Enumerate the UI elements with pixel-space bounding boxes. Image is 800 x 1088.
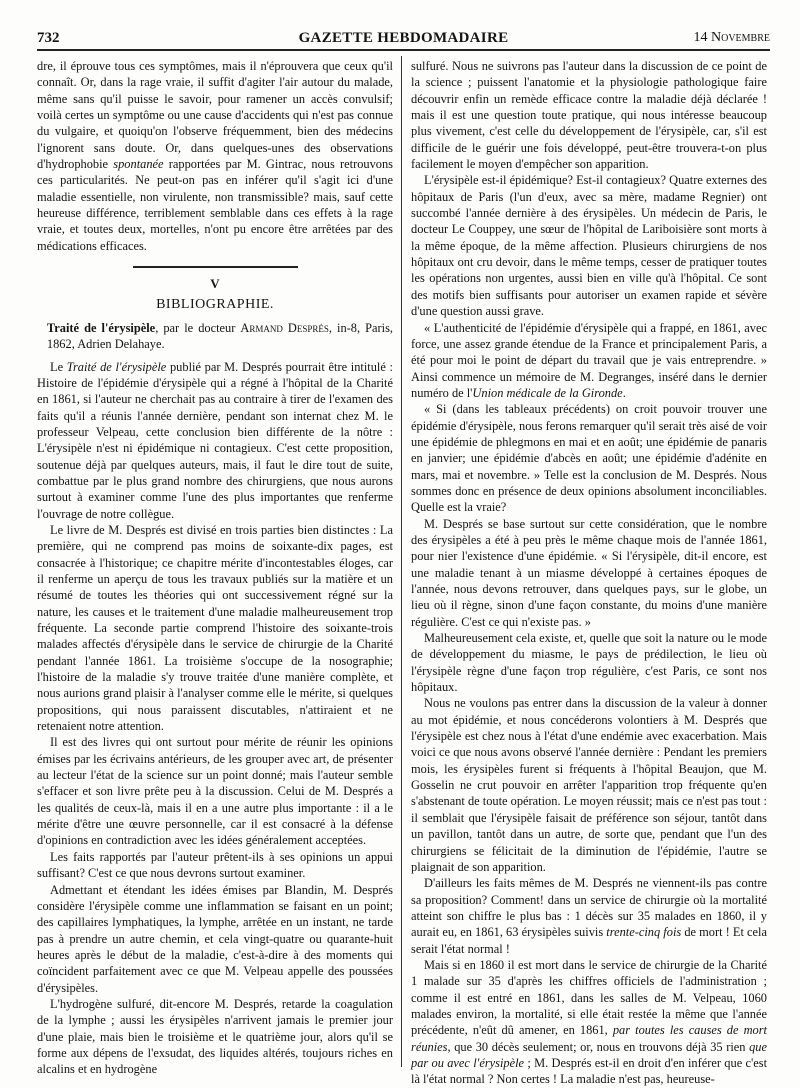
section-title: BIBLIOGRAPHIE.	[156, 297, 274, 313]
section-numeral: V	[210, 276, 220, 292]
journal-title: GAZETTE HEBDOMADAIRE	[298, 30, 509, 46]
issue-date: 14 Novembre	[693, 30, 770, 45]
paragraph: Nous ne voulons pas entrer dans la discussion de la valeur à donner au mot épidémie, et nous concéderons volontiers à M. Després que l'érysipèle est chez nous à l'état d'une endémie avec exacerbation. Mais voici ce que nous avons observé l'année dernière : Pendant les premiers mois, les érysipèles furent si fréquents à l'hôpital Beaujon, que M. Gosselin ne crut pouvoir en arrêter l'apparition trop fréquente qu'en s'abstenant de toute opération. Le moyen réussit; mais ce n'est pas tout : il semblait que l'érysipèle faisait de préférence son séjour, tantôt dans un pavillon, tantôt dans un autre, de sorte que, pendant que l'un des chirurgiens se félicitait de la diminution de l'épidémie, l'autre se plaignait de son apparition.	[411, 696, 767, 874]
paragraph: « L'authenticité de l'épidémie d'érysipèle qui a frappé, en 1861, avec force, une assez grande étendue de la France et principalement Paris, a été pour moi le point de départ du travail que je vais entreprendre. » Ainsi commence un mémoire de M. Degranges, inséré dans le dernier numéro de l'Union médicale de la Gironde.	[411, 320, 767, 400]
paragraph: D'ailleurs les faits mêmes de M. Després ne viennent-ils pas contre sa proposition? Comment! dans un service de chirurgie où la mortalité atteint son chiffre le plus bas : 1 décès sur 35 malades en 1860, il y aurait eu, en 1861, 63 érysipèles suivis trente-cinq fois de mort ! Et cela serait l'état normal !	[411, 876, 767, 956]
paragraph: dre, il éprouve tous ces symptômes, mais il n'éprouvera que ceux qu'il connaît. Or, dans la rage vraie, il suffit d'agiter l'air autour du malade, même sans qu'il puisse le savoir, pour ramener un accès convulsif; voilà certes un symptôme ou une cause d'accidents qui n'est pas connue du vulgaire, et quoiqu'on l'observe fréquemment, bien des médecins l'ignorent sans doute. Or, dans quelques-unes des observations d'hydrophobie spontanée rapportées par M. Gintrac, nous retrouvons ces particularités. Ne peut-on pas en inférer qu'il s'agit ici d'une maladie essentielle, non virulente, non transmissible? mais, sauf cette heureuse différence, terriblement semblable dans ces effets à la rage vraie, et toutes deux, mortelles, n'ont pu encore être arrêtées par des médications efficaces.	[37, 59, 394, 253]
paragraph: Malheureusement cela existe, et, quelle que soit la nature ou le mode de développement du miasme, le pays de prédilection, le lieu où l'érysipèle règne d'une façon trop régulière, c'est Paris, ce sont nos hôpitaux.	[411, 631, 767, 695]
paragraph: Mais si en 1860 il est mort dans le service de chirurgie de la Charité 1 malade sur 35 d'après les chiffres officiels de l'administration ; comme il est entré en 1861, dans les salles de M. Velpeau, 1060 malades environ, la mortalité, si elle était restée la même que l'année précédente, n'eût dû amener, en 1861, par toutes les causes de mort réunies, que 30 décès seulement; or, nous en trouvons déjà 35 rien que par ou avec l'érysipèle ; M. Després est-il en droit d'en inférer que c'est là l'état normal ? Non certes ! La maladie n'est pas, heureuse-	[411, 957, 768, 1087]
page-number: 732	[37, 30, 60, 46]
paragraph: Admettant et étendant les idées émises par Blandin, M. Després considère l'érysipèle comme une inflammation se faisant en un point; des capillaires lymphatiques, la lymphe, arrêtée en un instant, ne tarde pas à prendre un autre chemin, et cela vingt-quatre ou quarante-huit heures après le début de la maladie, c'est-à-dire à des moments qui coïncident parfaitement avec ce que M. Velpeau appelle des poussées d'érysipèles.	[37, 882, 393, 995]
right-column	[411, 58, 767, 1088]
column-divider	[401, 56, 402, 1067]
paragraph: « Si (dans les tableaux précédents) on croit pouvoir trouver une épidémie d'érysipèle, nous ferons remarquer qu'il serait très aisé de voir une épidémie de phlegmons en mai et en août; une épidémie de panaris en janvier; une épidémie d'abcès en août; une épidémie d'adénite en mars, mai et novembre. » Telle est la conclusion de M. Després. Nous sommes donc en présence de deux opinions absolument inconciliables. Quelle est la vraie?	[411, 402, 767, 515]
paragraph: Le livre de M. Després est divisé en trois parties bien distinctes : La première, qui ne comprend pas moins de soixante-dix pages, est consacrée à l'historique; ce chapitre mérite d'incontestables éloges, car il renferme un aperçu de tous les travaux publiés sur la matière et un résumé de toutes les théories qui ont successivement régné sur la nature, les causes et le traitement d'une maladie malheureusement trop fréquente. La seconde partie comprend l'histoire des soixante-trois malades affectés d'érysipèle dans le service de chirurgie de la Charité pendant l'année 1861. La troisième s'occupe de la nosographie; l'histoire de la maladie s'y trouve traitée d'une manière complète, et nous aurions grand plaisir à l'analyser comme elle le mérite, si quelques propositions, qui nous paraissent discutables, n'attiraient et ne retenaient notre attention.	[37, 522, 393, 734]
paragraph: sulfuré. Nous ne suivrons pas l'auteur dans la discussion de ce point de la science ; puissent l'anatomie et la physiologie pathologique faire découvrir enfin un remède efficace contre la maladie déjà déclarée ! mais il est une question toute pratique, qui nous intéresse beaucoup plus vivement, c'est celle du développement de l'érysipèle, car, s'il est difficile de le guérir une fois développé, peut-être trouvera-t-on plus facilement le moyen d'empêcher son apparition.	[411, 59, 767, 172]
paragraph: L'érysipèle est-il épidémique? Est-il contagieux? Quatre externes des hôpitaux de Paris (l'un d'eux, avec sa mère, madame Regnier) ont succombé l'année dernière à des érysipèles. Un médecin de Paris, le docteur Le Couppey, une sœur de l'hôpital de Lariboisière sont morts à la même époque, de la même affection. Plusieurs chirurgiens de nos hôpitaux ont cru devoir, dans le même temps, cesser de pratiquer toutes les opérations non urgentes, aussi bien en ville qu'à l'hôpital. Ce sont des motifs bien suffisants pour autoriser un examen rapide et sévère d'une question aussi grave.	[411, 173, 767, 319]
section-separator	[133, 266, 298, 268]
paragraph: Le Traité de l'érysipèle publié par M. Després pourrait être intitulé : Histoire de l'épidémie d'érysipèle qui a régné à l'hôpital de la Charité en 1861, si l'auteur ne cherchait pas au contraire à tirer de l'examen des faits qu'il a réunis l'année dernière, pendant son internat chez M. le professeur Velpeau, cette conclusion bien différente de la nôtre : L'érysipèle n'est ni épidémique ni contagieux. C'est cette proposition, soutenue déjà par quelques auteurs, mais, il faut le dire tout de suite, combattue par le plus grand nombre des chirurgiens, que nous aurons surtout à examiner comme l'une des plus importantes que renferme l'ouvrage de notre collègue.	[37, 359, 393, 521]
left-column	[37, 58, 393, 1078]
header-rule	[37, 49, 770, 51]
paragraph: M. Després se base surtout sur cette considération, que le nombre des érysipèles a été à peu près le même chaque mois de l'année 1861, pour nier l'existence d'une épidémie. « Si l'érysipèle, dit-il encore, est une maladie tenant à un miasme développé à certaines époques de l'année, nous devons retrouver, dans quelques pays, sur le globe, un lieu où il règne, sinon d'une façon constante, du moins d'une manière régulière. C'est ce qui n'existe pas. »	[411, 516, 767, 629]
paragraph: Il est des livres qui ont surtout pour mérite de réunir les opinions émises par les écrivains antérieurs, de les grouper avec art, de présenter au lecteur l'état de la science sur un point donné; mais l'auteur semble s'effacer et son livre prête peu à la discussion. Celui de M. Després a les qualités de ceux-là, mais il en a une autre plus importante : il a le mérite d'être une œuvre personnelle, car il est consacré à la défense d'opinions en contradiction avec les idées généralement acceptées.	[37, 735, 393, 848]
page-header	[37, 26, 770, 48]
paragraph: Les faits rapportés par l'auteur prêtent-ils à ses opinions un appui suffisant? C'est ce que nous devrons surtout examiner.	[37, 849, 393, 881]
bibliography-entry: Traité de l'érysipèle, par le docteur Armand Després, in-8, Paris, 1862, Adrien Delahaye.	[46, 320, 394, 352]
paragraph: L'hydrogène sulfuré, dit-encore M. Després, retarde la coagulation de la lymphe ; aussi les érysipèles n'arrivent jamais le premier jour d'une plaie, mais bien le troisième et le quatrième jour, alors qu'il se forme aux dépens de l'exsudat, des liquides altérés, toujours riches en alcalins et en hydrogène	[37, 996, 393, 1077]
